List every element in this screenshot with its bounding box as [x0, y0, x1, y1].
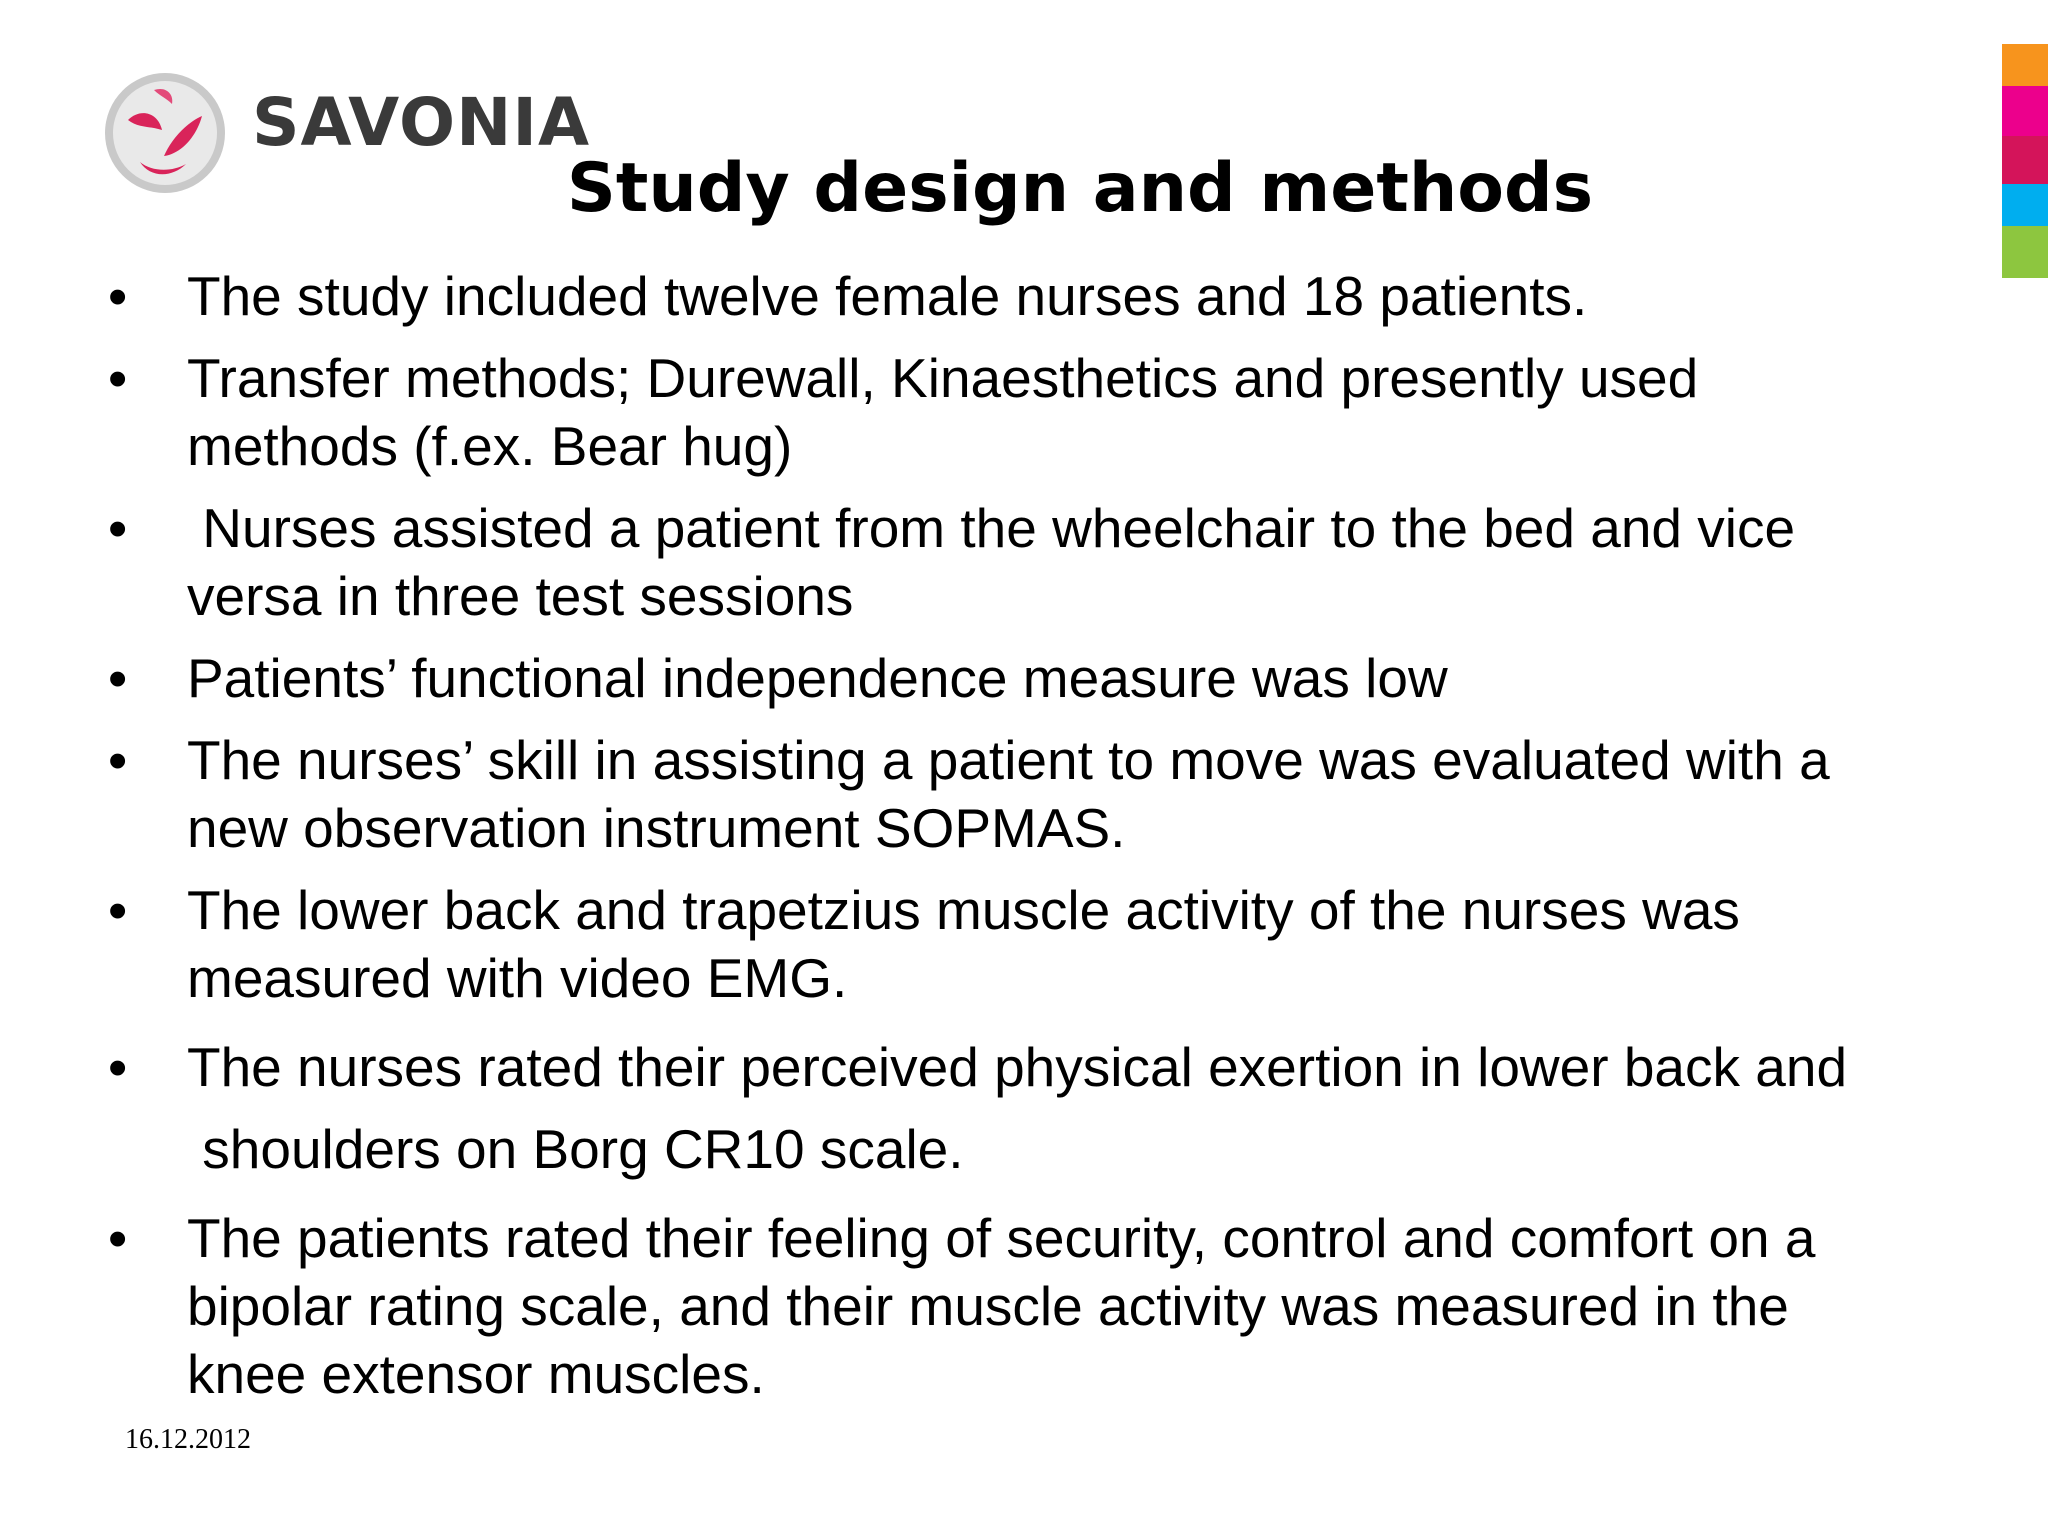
strip-orange [2002, 44, 2048, 86]
bullet-item [0, 1204, 1960, 1408]
side-color-strip [2002, 0, 2048, 280]
bullet-item [0, 644, 1960, 712]
bullet-symbol: • [108, 729, 128, 791]
bullet-item [0, 726, 1960, 862]
bullet-text: The lower back and trapetzius muscle activity of the nurses was [187, 879, 1740, 941]
savonia-logo [100, 68, 591, 208]
bullet-text: methods (f.ex. Bear hug) [187, 415, 793, 477]
bullet-item [0, 344, 1960, 480]
strip-green [2002, 226, 2048, 278]
bullet-item [0, 262, 1960, 330]
bullet-item [0, 1026, 1960, 1190]
bullet-symbol: • [108, 497, 128, 559]
bullet-symbol: • [108, 647, 128, 709]
bullet-text: shoulders on Borg CR10 scale. [187, 1118, 964, 1180]
bullet-text: The nurses rated their perceived physical exertion in lower back and [187, 1036, 1848, 1098]
bullet-text: The nurses’ skill in assisting a patient to move was evaluated with a [187, 729, 1830, 791]
bullet-item [0, 876, 1960, 1012]
slide-title: Study design and methods [566, 149, 1594, 228]
strip-cyan [2002, 184, 2048, 226]
bullet-symbol: • [108, 1207, 128, 1269]
bullet-item [0, 494, 1960, 630]
strip-pink [2002, 136, 2048, 184]
bullet-symbol: • [108, 347, 128, 409]
bullet-symbol: • [108, 1036, 128, 1098]
bullet-text: new observation instrument SOPMAS. [187, 797, 1126, 859]
strip-magenta [2002, 86, 2048, 136]
bullet-symbol: • [108, 265, 128, 327]
bullet-symbol: • [108, 879, 128, 941]
bullet-text: The patients rated their feeling of security, control and comfort on a [187, 1207, 1816, 1269]
logo-text: SAVONIA [252, 84, 591, 161]
bullet-text: bipolar rating scale, and their muscle activity was measured in the [187, 1275, 1789, 1337]
slide-date: 16.12.2012 [125, 1424, 251, 1455]
bullet-text: measured with video EMG. [187, 947, 848, 1009]
bullet-text: Transfer methods; Durewall, Kinaesthetics and presently used [187, 347, 1699, 409]
bullet-text: The study included twelve female nurses and 18 patients. [187, 265, 1588, 327]
bullet-text: Nurses assisted a patient from the wheelchair to the bed and vice [187, 497, 1796, 559]
bullet-text: versa in three test sessions [187, 565, 854, 627]
savonia-logo-mark-icon [100, 68, 230, 198]
bullet-list [0, 262, 1960, 1422]
bullet-text: Patients’ functional independence measure was low [187, 647, 1448, 709]
bullet-text: knee extensor muscles. [187, 1343, 765, 1405]
